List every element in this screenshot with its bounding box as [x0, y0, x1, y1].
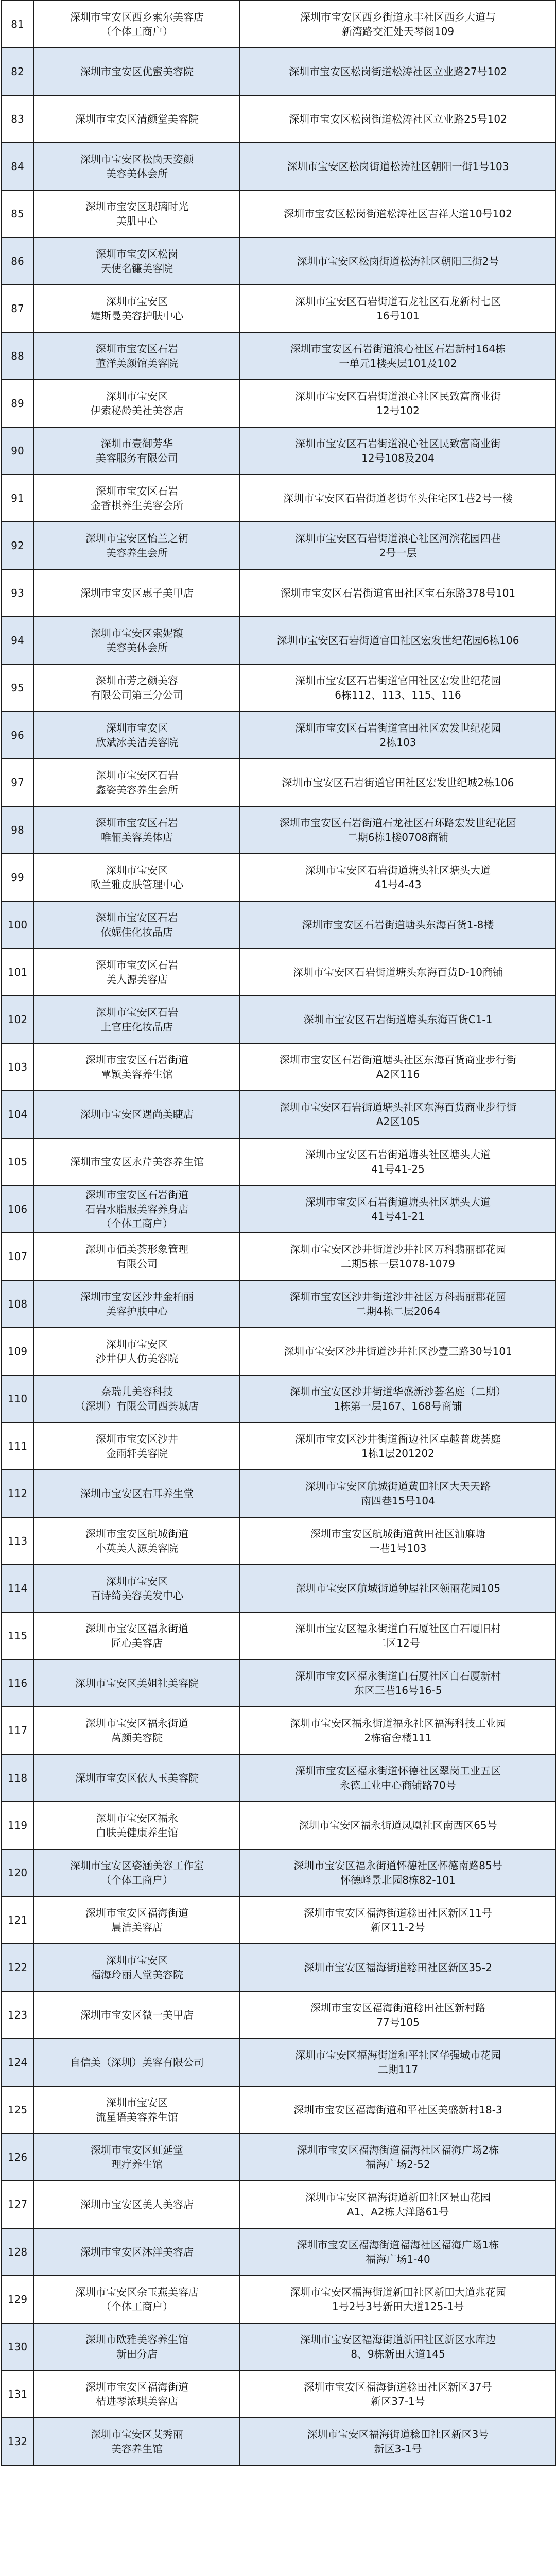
- beauty-salon-table: [1, 0, 556, 2466]
- row-number-cell: 122: [1, 1944, 34, 1991]
- row-number-cell: 93: [1, 569, 34, 617]
- table-row: [1, 143, 556, 190]
- business-address-cell: 深圳市宝安区福海街道和平社区华强城市花园 二期117: [240, 2039, 556, 2086]
- business-address-cell: 深圳市宝安区福海街道稔田社区新区3号 新区3-1号: [240, 2418, 556, 2465]
- business-address-cell: 深圳市宝安区西乡街道永丰社区西乡大道与 新湾路交汇处天琴阁109: [240, 1, 556, 48]
- row-number-cell: 120: [1, 1849, 34, 1896]
- row-number-cell: 108: [1, 1280, 34, 1328]
- business-name-cell: 深圳市宝安区 百诗绮美容美发中心: [34, 1565, 240, 1612]
- table-row: [1, 2418, 556, 2465]
- table-row: [1, 996, 556, 1043]
- table-row: [1, 1185, 556, 1233]
- row-number-cell: 87: [1, 285, 34, 332]
- business-address-cell: 深圳市宝安区福永街道白石厦社区白石厦旧村 二区12号: [240, 1612, 556, 1659]
- business-name-cell: 深圳市宝安区石岩 依妮佳化妆品店: [34, 901, 240, 948]
- business-name-cell: 深圳市宝安区福永街道 匠心美容店: [34, 1612, 240, 1659]
- table-row: [1, 759, 556, 806]
- business-name-cell: 深圳市宝安区美人美容店: [34, 2181, 240, 2228]
- business-name-cell: 深圳市宝安区微一美甲店: [34, 1991, 240, 2039]
- row-number-cell: 83: [1, 95, 34, 143]
- table-row: [1, 380, 556, 427]
- business-address-cell: 深圳市宝安区福永街道福永社区福海科技工业园 2栋宿舍楼111: [240, 1707, 556, 1754]
- row-number-cell: 112: [1, 1470, 34, 1517]
- business-address-cell: 深圳市宝安区石岩街道塘头社区塘头大道 41号4-43: [240, 854, 556, 901]
- business-name-cell: 深圳市宝安区姿涵美容工作室 （个体工商户）: [34, 1849, 240, 1896]
- table-row: [1, 569, 556, 617]
- row-number-cell: 96: [1, 711, 34, 759]
- row-number-cell: 132: [1, 2418, 34, 2465]
- row-number-cell: 118: [1, 1754, 34, 1802]
- table-row: [1, 2276, 556, 2323]
- row-number-cell: 84: [1, 143, 34, 190]
- row-number-cell: 103: [1, 1043, 34, 1091]
- table-row: [1, 1470, 556, 1517]
- table-row: [1, 285, 556, 332]
- business-name-cell: 深圳市宝安区福海街道 桔进琴浓琪美容店: [34, 2370, 240, 2418]
- business-name-cell: 深圳市宝安区石岩 上官庄化妆品店: [34, 996, 240, 1043]
- business-address-cell: 深圳市宝安区福海街道稔田社区新区35-2: [240, 1944, 556, 1991]
- business-name-cell: 深圳市宝安区石岩 唯俪美容美体店: [34, 806, 240, 854]
- table-row: [1, 95, 556, 143]
- table-row: [1, 2181, 556, 2228]
- row-number-cell: 119: [1, 1802, 34, 1849]
- business-address-cell: 深圳市宝安区福海街道新田社区新区水库边 8、9栋新田大道145: [240, 2323, 556, 2370]
- row-number-cell: 109: [1, 1328, 34, 1375]
- business-name-cell: 深圳市宝安区福永街道 莴颜美容院: [34, 1707, 240, 1754]
- business-name-cell: 深圳市宝安区松岗天姿颜 美容美体会所: [34, 143, 240, 190]
- table-row: [1, 1233, 556, 1280]
- business-address-cell: 深圳市宝安区石岩街道官田社区宏发世纪城2栋106: [240, 759, 556, 806]
- table-row: [1, 664, 556, 711]
- row-number-cell: 88: [1, 332, 34, 380]
- row-number-cell: 89: [1, 380, 34, 427]
- business-name-cell: 深圳市宝安区 婕斯曼美容护肤中心: [34, 285, 240, 332]
- table-row: [1, 806, 556, 854]
- row-number-cell: 81: [1, 1, 34, 48]
- business-name-cell: 自信美（深圳）美容有限公司: [34, 2039, 240, 2086]
- table-row: [1, 1991, 556, 2039]
- business-name-cell: 奈瑞儿美容科技 （深圳）有限公司西荟城店: [34, 1375, 240, 1422]
- row-number-cell: 104: [1, 1091, 34, 1138]
- business-name-cell: 深圳市宝安区 沙井伊人仿美容院: [34, 1328, 240, 1375]
- business-address-cell: 深圳市宝安区福海街道稔田社区新村路 77号105: [240, 1991, 556, 2039]
- business-address-cell: 深圳市宝安区松岗街道松涛社区立业路27号102: [240, 48, 556, 95]
- business-name-cell: 深圳市宝安区清颜堂美容院: [34, 95, 240, 143]
- business-name-cell: 深圳市宝安区石岩 董洋美颜馆美容院: [34, 332, 240, 380]
- business-address-cell: 深圳市宝安区航城街道钟屋社区领丽花园105: [240, 1565, 556, 1612]
- business-address-cell: 深圳市宝安区松岗街道松涛社区朝阳一街1号103: [240, 143, 556, 190]
- table-body: [1, 1, 556, 2465]
- table-row: [1, 901, 556, 948]
- business-name-cell: 深圳市宝安区 欧兰雅皮肤管理中心: [34, 854, 240, 901]
- business-name-cell: 深圳市宝安区惠子美甲店: [34, 569, 240, 617]
- business-name-cell: 深圳市宝安区沙井金柏丽 美容护肤中心: [34, 1280, 240, 1328]
- business-address-cell: 深圳市宝安区石岩街道石龙社区石环路宏发世纪花园 二期6栋1楼0708商铺: [240, 806, 556, 854]
- row-number-cell: 105: [1, 1138, 34, 1185]
- business-address-cell: 深圳市宝安区福海街道福海社区福海广场2栋 福海广场2-52: [240, 2133, 556, 2181]
- business-address-cell: 深圳市宝安区沙井街道沙井社区沙壹三路30号101: [240, 1328, 556, 1375]
- business-address-cell: 深圳市宝安区石岩街道浪心社区石岩新村164栋 一单元1楼夹层101及102: [240, 332, 556, 380]
- table-row: [1, 948, 556, 996]
- row-number-cell: 107: [1, 1233, 34, 1280]
- business-name-cell: 深圳市宝安区西乡索尔美容店 （个体工商户）: [34, 1, 240, 48]
- business-address-cell: 深圳市宝安区福海街道和平社区美盛新村18-3: [240, 2086, 556, 2133]
- row-number-cell: 82: [1, 48, 34, 95]
- row-number-cell: 124: [1, 2039, 34, 2086]
- row-number-cell: 101: [1, 948, 34, 996]
- business-name-cell: 深圳市芳之颜美容 有限公司第三分公司: [34, 664, 240, 711]
- table-row: [1, 2323, 556, 2370]
- business-address-cell: 深圳市宝安区石岩街道塘头社区塘头大道 41号41-25: [240, 1138, 556, 1185]
- business-address-cell: 深圳市宝安区福海街道福海社区福海广场1栋 福海广场1-40: [240, 2228, 556, 2276]
- business-name-cell: 深圳市宝安区福永 白肤美健康养生馆: [34, 1802, 240, 1849]
- business-address-cell: 深圳市宝安区石岩街道官田社区宏发世纪花园 6栋112、113、115、116: [240, 664, 556, 711]
- table-row: [1, 854, 556, 901]
- row-number-cell: 131: [1, 2370, 34, 2418]
- business-name-cell: 深圳市宝安区石岩 美人源美容店: [34, 948, 240, 996]
- business-name-cell: 深圳市宝安区遇尚美睫店: [34, 1091, 240, 1138]
- row-number-cell: 126: [1, 2133, 34, 2181]
- business-address-cell: 深圳市宝安区松岗街道松涛社区吉祥大道10号102: [240, 190, 556, 238]
- row-number-cell: 125: [1, 2086, 34, 2133]
- business-name-cell: 深圳市宝安区怡兰之钥 美容养生会所: [34, 522, 240, 569]
- row-number-cell: 127: [1, 2181, 34, 2228]
- business-address-cell: 深圳市宝安区福永街道怀德社区怀德南路85号 怀德峰景北园8栋82-101: [240, 1849, 556, 1896]
- row-number-cell: 113: [1, 1517, 34, 1565]
- business-address-cell: 深圳市宝安区石岩街道浪心社区民致富商业街 12号102: [240, 380, 556, 427]
- table-row: [1, 1802, 556, 1849]
- row-number-cell: 128: [1, 2228, 34, 2276]
- business-address-cell: 深圳市宝安区沙井街道华盛新沙荟名庭（二期） 1栋第一层167、168号商铺: [240, 1375, 556, 1422]
- table-row: [1, 1612, 556, 1659]
- business-address-cell: 深圳市宝安区福海街道稔田社区新区37号 新区37-1号: [240, 2370, 556, 2418]
- business-name-cell: 深圳市宝安区 福海玲丽人堂美容院: [34, 1944, 240, 1991]
- row-number-cell: 116: [1, 1659, 34, 1707]
- row-number-cell: 100: [1, 901, 34, 948]
- business-name-cell: 深圳市宝安区沐洋美容店: [34, 2228, 240, 2276]
- business-address-cell: 深圳市宝安区沙井街道沙井社区万科翡丽郡花园 二期5栋一层1078-1079: [240, 1233, 556, 1280]
- business-address-cell: 深圳市宝安区石岩街道石龙社区石龙新村七区 16号101: [240, 285, 556, 332]
- row-number-cell: 129: [1, 2276, 34, 2323]
- table-row: [1, 48, 556, 95]
- business-address-cell: 深圳市宝安区石岩街道官田社区宏发世纪花园 2栋103: [240, 711, 556, 759]
- business-name-cell: 深圳市宝安区 流星语美容养生馆: [34, 2086, 240, 2133]
- business-address-cell: 深圳市宝安区石岩街道塘头社区东海百货商业步行街 A2区105: [240, 1091, 556, 1138]
- business-address-cell: 深圳市宝安区福海街道新田社区新田大道兆花园 1号2号3号新田大道125-1号: [240, 2276, 556, 2323]
- table-row: [1, 332, 556, 380]
- business-name-cell: 深圳市宝安区石岩 金香棋养生美容会所: [34, 474, 240, 522]
- row-number-cell: 123: [1, 1991, 34, 2039]
- business-address-cell: 深圳市宝安区福永街道白石厦社区白石厦新村 东区三巷16号16-5: [240, 1659, 556, 1707]
- table-row: [1, 1043, 556, 1091]
- business-address-cell: 深圳市宝安区松岗街道松涛社区立业路25号102: [240, 95, 556, 143]
- business-name-cell: 深圳市宝安区沙井 金雨轩美容院: [34, 1422, 240, 1470]
- table-row: [1, 617, 556, 664]
- business-address-cell: 深圳市宝安区航城街道黄田社区大天天路 南四巷15号104: [240, 1470, 556, 1517]
- business-address-cell: 深圳市宝安区石岩街道浪心社区河滨花园四巷 2号一层: [240, 522, 556, 569]
- table-row: [1, 1091, 556, 1138]
- row-number-cell: 95: [1, 664, 34, 711]
- row-number-cell: 97: [1, 759, 34, 806]
- table-row: [1, 1280, 556, 1328]
- table-row: [1, 1, 556, 48]
- table-row: [1, 427, 556, 474]
- business-address-cell: 深圳市宝安区石岩街道老街车头住宅区1巷2号一楼: [240, 474, 556, 522]
- business-address-cell: 深圳市宝安区石岩街道塘头东海百货C1-1: [240, 996, 556, 1043]
- table-row: [1, 2086, 556, 2133]
- business-name-cell: 深圳市宝安区石岩街道 覃颖美容养生馆: [34, 1043, 240, 1091]
- row-number-cell: 98: [1, 806, 34, 854]
- business-address-cell: 深圳市宝安区福永街道凤凰社区南西区65号: [240, 1802, 556, 1849]
- table-row: [1, 1328, 556, 1375]
- business-address-cell: 深圳市宝安区福永街道怀德社区翠岗工业五区 永德工业中心商铺路70号: [240, 1754, 556, 1802]
- business-name-cell: 深圳市宝安区美姐社美容院: [34, 1659, 240, 1707]
- business-address-cell: 深圳市宝安区石岩街道塘头东海百货D-10商铺: [240, 948, 556, 996]
- row-number-cell: 117: [1, 1707, 34, 1754]
- business-name-cell: 深圳市宝安区虹延堂 理疗养生馆: [34, 2133, 240, 2181]
- business-address-cell: 深圳市宝安区石岩街道浪心社区民致富商业街 12号108及204: [240, 427, 556, 474]
- table-row: [1, 1707, 556, 1754]
- table-row: [1, 2039, 556, 2086]
- business-name-cell: 深圳市宝安区福海街道 晨洁美容店: [34, 1896, 240, 1944]
- row-number-cell: 106: [1, 1185, 34, 1233]
- business-name-cell: 深圳市宝安区艾秀丽 美容养生馆: [34, 2418, 240, 2465]
- business-address-cell: 深圳市宝安区石岩街道官田社区宏发世纪花园6栋106: [240, 617, 556, 664]
- business-address-cell: 深圳市宝安区沙井街道衙边社区卓越普珑荟庭 1栋1层201202: [240, 1422, 556, 1470]
- table-row: [1, 238, 556, 285]
- business-name-cell: 深圳市宝安区石岩 鑫姿美容养生会所: [34, 759, 240, 806]
- row-number-cell: 94: [1, 617, 34, 664]
- row-number-cell: 86: [1, 238, 34, 285]
- row-number-cell: 111: [1, 1422, 34, 1470]
- business-name-cell: 深圳市宝安区 伊索秘龄美社美容店: [34, 380, 240, 427]
- business-address-cell: 深圳市宝安区福海街道新田社区景山花园 A1、A2栋大洋路61号: [240, 2181, 556, 2228]
- business-name-cell: 深圳市宝安区优蜜美容院: [34, 48, 240, 95]
- business-name-cell: 深圳市宝安区余玉燕美容店 （个体工商户）: [34, 2276, 240, 2323]
- row-number-cell: 85: [1, 190, 34, 238]
- business-name-cell: 深圳市宝安区松岗 天使名镰美容院: [34, 238, 240, 285]
- table-row: [1, 1944, 556, 1991]
- row-number-cell: 92: [1, 522, 34, 569]
- business-address-cell: 深圳市宝安区石岩街道塘头东海百货1-8楼: [240, 901, 556, 948]
- table-row: [1, 190, 556, 238]
- business-address-cell: 深圳市宝安区沙井街道沙井社区万科翡丽郡花园 二期4栋二层2064: [240, 1280, 556, 1328]
- business-name-cell: 深圳市宝安区航城街道 小英美人源美容院: [34, 1517, 240, 1565]
- row-number-cell: 114: [1, 1565, 34, 1612]
- row-number-cell: 99: [1, 854, 34, 901]
- business-name-cell: 深圳市宝安区依人玉美容院: [34, 1754, 240, 1802]
- table-row: [1, 711, 556, 759]
- business-name-cell: 深圳市佰美荟形象管理 有限公司: [34, 1233, 240, 1280]
- business-address-cell: 深圳市宝安区石岩街道塘头社区塘头大道 41号41-21: [240, 1185, 556, 1233]
- business-name-cell: 深圳市宝安区 欣斌冰美洁美容院: [34, 711, 240, 759]
- row-number-cell: 90: [1, 427, 34, 474]
- table-row: [1, 1896, 556, 1944]
- row-number-cell: 91: [1, 474, 34, 522]
- business-name-cell: 深圳市宝安区永芹美容养生馆: [34, 1138, 240, 1185]
- row-number-cell: 110: [1, 1375, 34, 1422]
- business-address-cell: 深圳市宝安区航城街道黄田社区油麻塘 一巷1号103: [240, 1517, 556, 1565]
- table-row: [1, 1849, 556, 1896]
- table-row: [1, 1659, 556, 1707]
- table-row: [1, 1754, 556, 1802]
- table-row: [1, 1138, 556, 1185]
- business-address-cell: 深圳市宝安区福海街道稔田社区新区11号 新区11-2号: [240, 1896, 556, 1944]
- table-row: [1, 2133, 556, 2181]
- table-row: [1, 1375, 556, 1422]
- business-name-cell: 深圳市宝安区石岩街道 石岩水脂服美容养身店 （个体工商户）: [34, 1185, 240, 1233]
- table-row: [1, 1565, 556, 1612]
- table-row: [1, 2370, 556, 2418]
- table-row: [1, 2228, 556, 2276]
- business-name-cell: 深圳市宝安区索妮馥 美容美体会所: [34, 617, 240, 664]
- row-number-cell: 130: [1, 2323, 34, 2370]
- row-number-cell: 115: [1, 1612, 34, 1659]
- row-number-cell: 121: [1, 1896, 34, 1944]
- business-address-cell: 深圳市宝安区松岗街道松涛社区朝阳三街2号: [240, 238, 556, 285]
- table-row: [1, 474, 556, 522]
- business-address-cell: 深圳市宝安区石岩街道官田社区宝石东路378号101: [240, 569, 556, 617]
- business-address-cell: 深圳市宝安区石岩街道塘头社区东海百货商业步行街 A2区116: [240, 1043, 556, 1091]
- business-name-cell: 深圳市壹御芳华 美容服务有限公司: [34, 427, 240, 474]
- business-name-cell: 深圳市宝安区珉璃时光 美肌中心: [34, 190, 240, 238]
- table-row: [1, 1422, 556, 1470]
- table-row: [1, 1517, 556, 1565]
- business-name-cell: 深圳市欧雅美容养生馆 新田分店: [34, 2323, 240, 2370]
- table-row: [1, 522, 556, 569]
- business-name-cell: 深圳市宝安区右耳养生堂: [34, 1470, 240, 1517]
- row-number-cell: 102: [1, 996, 34, 1043]
